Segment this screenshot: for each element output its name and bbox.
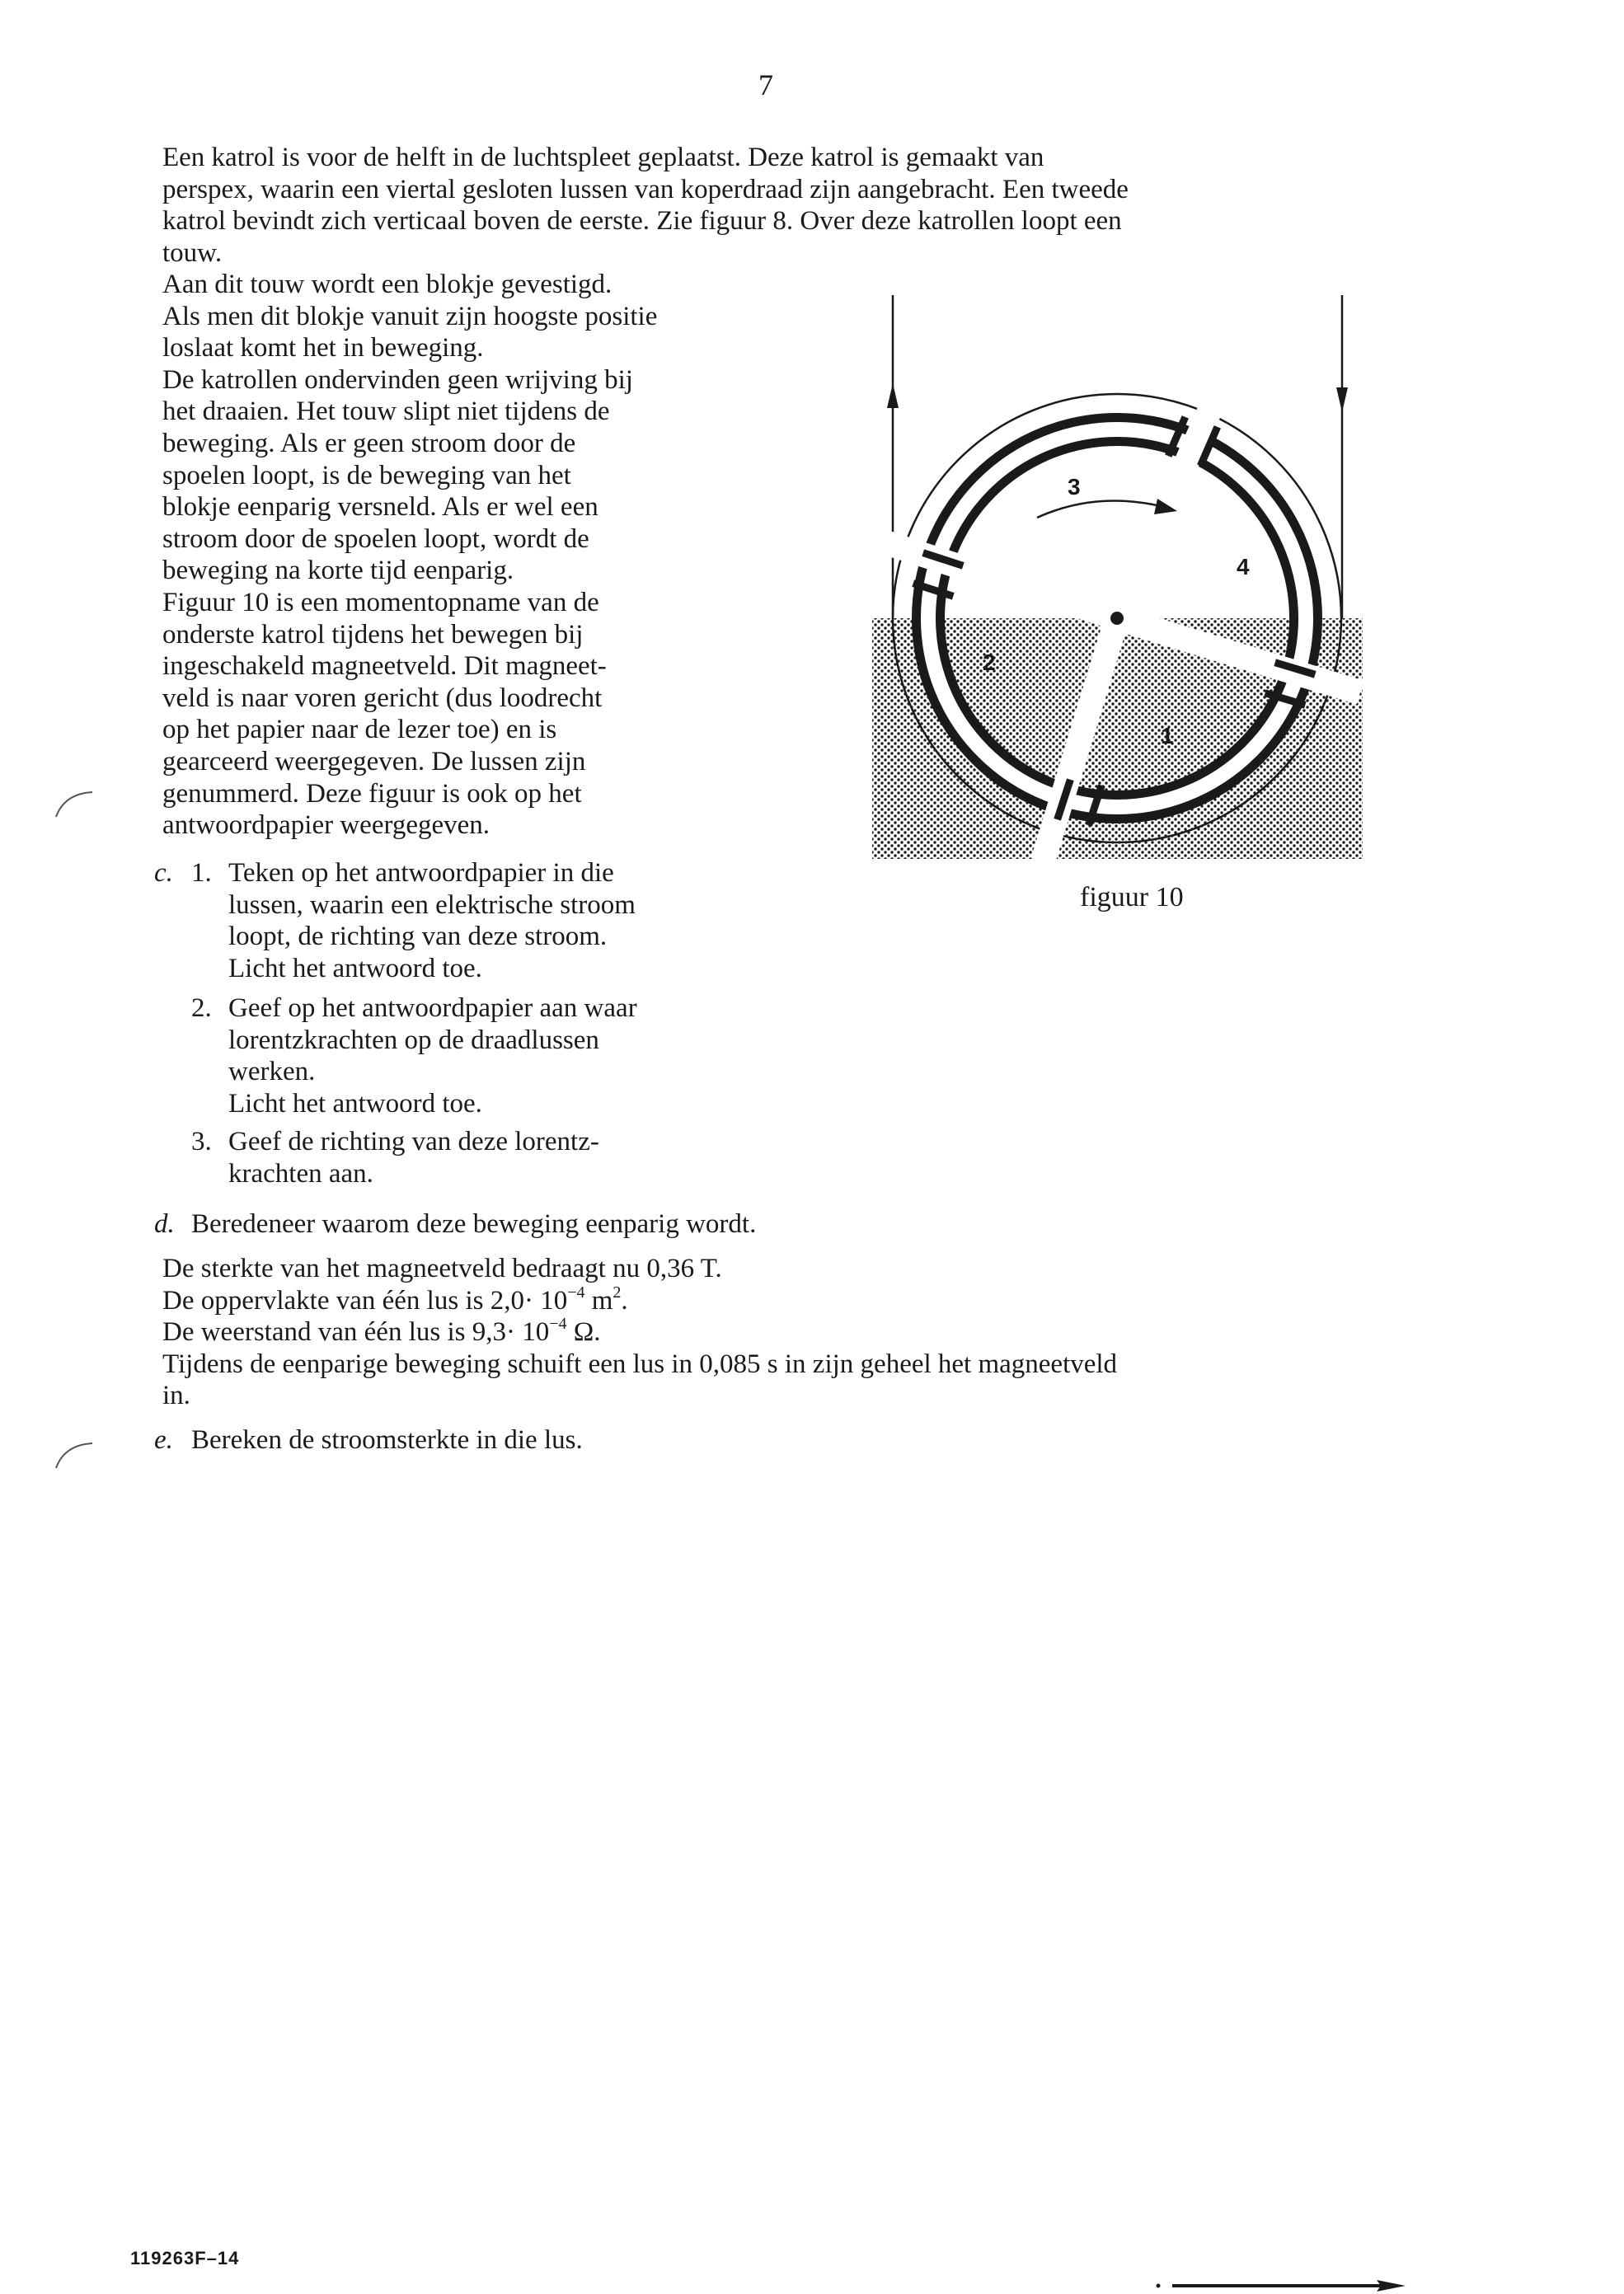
area-unit: m [591, 1285, 613, 1316]
text-line: in. [162, 1381, 190, 1411]
resistance-text: De weerstand van één lus is 9,3· 10 [162, 1317, 550, 1348]
text-line: Als men dit blokje vanuit zijn hoogste positie [162, 301, 658, 331]
intro-side-paragraph [162, 269, 657, 842]
text-line: antwoordpapier weergegeven. [162, 810, 490, 841]
margin-mark [49, 1438, 99, 1471]
text-line [162, 1285, 1117, 1317]
question-label: d. [154, 1209, 175, 1239]
area-period: . [621, 1285, 628, 1316]
pulley-figure [857, 280, 1368, 874]
text-line: werken. [228, 1057, 316, 1087]
resistance-unit: Ω. [573, 1317, 601, 1348]
text-line: De katrollen ondervinden geen wrijving bij [162, 364, 633, 395]
text-line: Figuur 10 is een momentopname van de [162, 587, 599, 617]
loop-label-2: 2 [983, 650, 996, 675]
text-line: perspex, waarin een viertal gesloten lussen van koperdraad zijn aangebracht. Een tweede [162, 174, 1129, 204]
text-line: ingeschakeld magneetveld. Dit magneet- [162, 651, 607, 682]
footer-code: 119263F–14 [130, 2248, 240, 2268]
intro-paragraph [162, 142, 1129, 269]
text-line: touw. [162, 237, 223, 268]
arrow-down-icon [1336, 387, 1348, 412]
question-number: 2. [191, 993, 212, 1023]
text-line: Aan dit touw wordt een blokje gevestigd. [162, 270, 613, 299]
text-line: krachten aan. [228, 1158, 373, 1189]
text-line: Geef de richting van deze lorentz- [228, 1127, 599, 1156]
question-label: e. [154, 1425, 173, 1455]
area-exponent: −4 [567, 1283, 585, 1302]
question-label: c. [154, 858, 173, 888]
text-line: veld is naar voren gericht (dus loodrecht [162, 683, 603, 713]
text-line: katrol bevindt zich verticaal boven de eerste. Zie figuur 8. Over deze katrollen loopt een [162, 206, 1122, 237]
text-line: Geef op het antwoordpapier aan waar [228, 993, 637, 1023]
text-line: loslaat komt het in beweging. [162, 333, 484, 364]
text-line: beweging na korte tijd eenparig. [162, 556, 514, 586]
given-data [162, 1253, 1117, 1412]
text-line: beweging. Als er geen stroom door de [162, 428, 576, 458]
text-line: lussen, waarin een elektrische stroom [228, 889, 636, 920]
text-line: Licht het antwoord toe. [228, 953, 482, 983]
figure-caption: figuur 10 [1080, 882, 1184, 912]
question-text: Bereken de stroomsterkte in die lus. [191, 1425, 583, 1455]
text-line: Tijdens de eenparige beweging schuift een lus in 0,085 s in zijn geheel het magneetveld [162, 1349, 1118, 1379]
text-line: gearceerd weergegeven. De lussen zijn [162, 746, 586, 776]
loop-label-4: 4 [1237, 554, 1250, 579]
text-line: onderste katrol tijdens het bewegen bij [162, 619, 584, 650]
text-line: Een katrol is voor de helft in de luchtspleet geplaatst. Deze katrol is gemaakt van [162, 143, 1044, 172]
text-line: genummerd. Deze figuur is ook op het [162, 778, 582, 809]
question-text: Beredeneer waarom deze beweging eenparig wordt. [191, 1209, 757, 1239]
loop-label-1: 1 [1161, 723, 1174, 748]
text-line: stroom door de spoelen loopt, wordt de [162, 523, 589, 554]
area-unit-exponent: 2 [613, 1283, 622, 1302]
area-text: De oppervlakte van één lus is 2,0· 10 [162, 1285, 568, 1316]
page-number: 7 [758, 68, 773, 101]
arrow-up-icon [887, 383, 899, 408]
axle-dot [1110, 612, 1124, 625]
loop-label-3: 3 [1068, 474, 1081, 500]
text-line: lorentzkrachten op de draadlussen [228, 1025, 599, 1055]
text-line: De sterkte van het magneetveld bedraagt nu 0,36 T. [162, 1254, 722, 1283]
text-line: blokje eenparig versneld. Als er wel een [162, 492, 598, 523]
resistance-exponent: −4 [549, 1315, 567, 1334]
text-line: Licht het antwoord toe. [228, 1088, 482, 1119]
text-line: op het papier naar de lezer toe) en is [162, 715, 557, 745]
text-line: loopt, de richting van deze stroom. [228, 922, 608, 952]
question-number: 1. [191, 858, 212, 888]
text-line: het draaien. Het touw slipt niet tijdens de [162, 396, 610, 427]
text-line: Teken op het antwoordpapier in die [228, 858, 614, 888]
question-number: 3. [191, 1127, 212, 1156]
text-line [162, 1316, 1117, 1349]
continue-arrow-icon [1154, 2279, 1410, 2292]
text-line: spoelen loopt, is de beweging van het [162, 460, 571, 490]
margin-mark [49, 787, 99, 820]
